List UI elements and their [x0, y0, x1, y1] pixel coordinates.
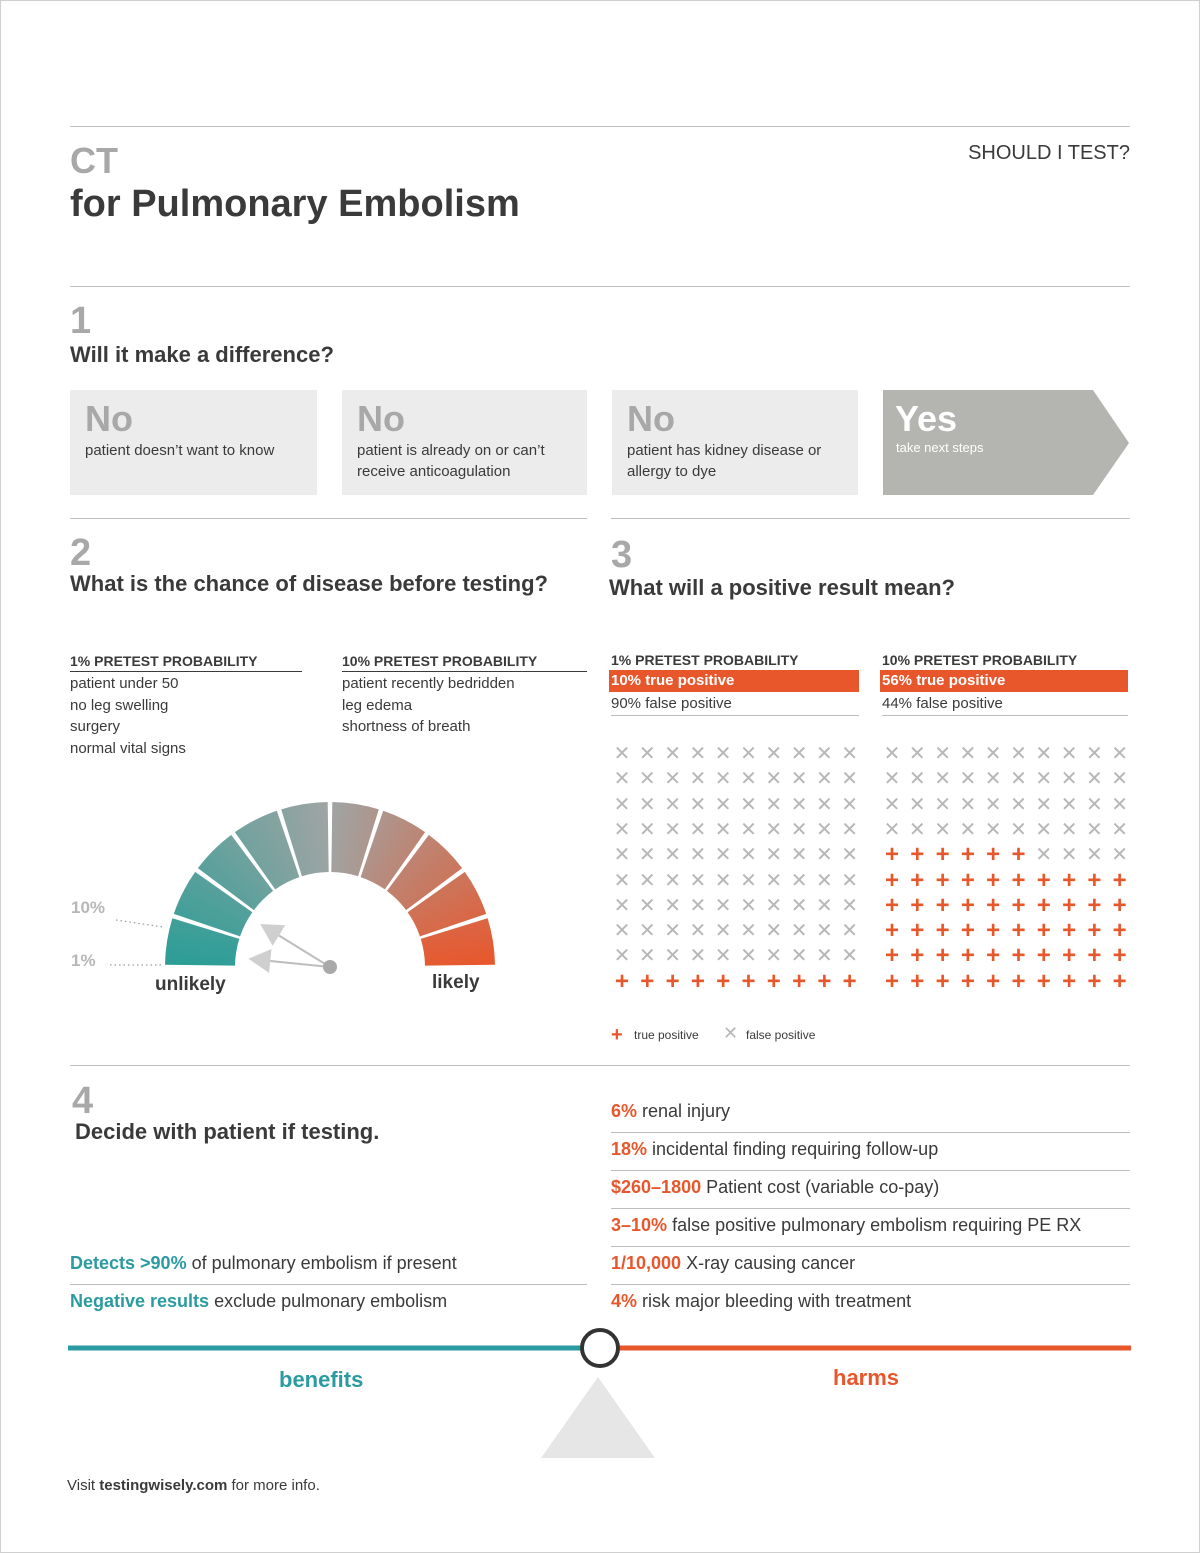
false-positive-icon: ✕: [790, 793, 808, 816]
false-positive-icon: ✕: [841, 743, 859, 765]
col1-item: no leg swelling: [70, 696, 169, 714]
true-positive-icon: +: [1112, 967, 1127, 995]
false-positive-icon: ✕: [664, 844, 681, 867]
false-positive-icon: ✕: [689, 920, 707, 943]
harm-stat: 6%: [611, 1101, 638, 1121]
false-positive-icon: ✕: [613, 818, 631, 841]
true-positive-icon: +: [960, 917, 975, 945]
harm-row: [611, 1172, 1130, 1209]
false-positive-icon: ✕: [714, 793, 732, 816]
false-positive-icon: ✕: [816, 818, 833, 841]
false-positive-icon: ✕: [790, 743, 808, 765]
harm-text: Patient cost (variable co-pay): [701, 1177, 940, 1197]
true-positive-icon: +: [935, 967, 950, 995]
false-positive-icon: ✕: [934, 818, 951, 841]
true-positive-icon: +: [986, 917, 1001, 945]
step3-col1-heading: 1% PRETEST PROBABILITY: [611, 652, 799, 668]
gauge-needle-10pct-head: [260, 924, 285, 946]
false-positive-icon: ✕: [613, 743, 631, 765]
step2-question: What is the chance of disease before testing?: [70, 571, 548, 596]
harm-text: renal injury: [637, 1101, 731, 1121]
false-positive-icon: ✕: [790, 894, 808, 917]
false-positive-icon: ✕: [883, 793, 901, 816]
true-positive-icon: +: [1036, 891, 1051, 919]
false-positive-icon: ✕: [689, 793, 707, 816]
benefit-stat: Negative results: [70, 1291, 210, 1311]
harm-text: X-ray causing cancer: [681, 1253, 856, 1273]
true-positive-icon: +: [986, 866, 1001, 894]
true-positive-icon: +: [716, 967, 731, 995]
true-positive-icon: +: [792, 967, 807, 995]
harm-text: false positive pulmonary embolism requiring PE RX: [667, 1215, 1082, 1235]
false-positive-icon: ✕: [984, 818, 1002, 841]
false-positive-icon: ✕: [765, 818, 783, 841]
false-positive-icon: ✕: [638, 945, 656, 968]
false-positive-icon: ✕: [664, 894, 681, 917]
balance-scale: [60, 1325, 1140, 1465]
true-positive-icon: +: [960, 967, 975, 995]
true-positive-icon: +: [1036, 917, 1051, 945]
leader-line-10: [116, 920, 163, 927]
footer: [67, 1477, 320, 1494]
option-2-answer: No: [357, 398, 405, 439]
false-positive-icon: ✕: [1010, 793, 1027, 816]
false-positive-icon: ✕: [984, 793, 1002, 816]
true-positive-icon: +: [884, 967, 899, 995]
option-4-text: take next steps: [896, 440, 984, 455]
harm-row: [611, 1096, 1130, 1133]
true-positive-icon: +: [910, 866, 925, 894]
false-positive-icon: ✕: [841, 920, 859, 943]
false-positive-icon: ✕: [1111, 768, 1129, 791]
true-positive-icon: +: [935, 917, 950, 945]
false-positive-icon: ✕: [841, 945, 859, 968]
true-positive-icon: +: [1112, 866, 1127, 894]
false-positive-icon: ✕: [984, 743, 1002, 765]
false-positive-icon: ✕: [883, 743, 901, 765]
icon-grid-10pct: [881, 743, 1131, 995]
step2-col1-heading: 1% PRETEST PROBABILITY: [70, 653, 302, 672]
false-positive-icon: ✕: [638, 768, 656, 791]
false-positive-icon: ✕: [638, 920, 656, 943]
true-positive-icon: +: [1036, 942, 1051, 970]
true-positive-icon: +: [741, 967, 756, 995]
footer-site-link[interactable]: testingwisely.com: [99, 1477, 228, 1494]
false-positive-icon: ✕: [816, 894, 833, 917]
harm-row: [611, 1134, 1130, 1171]
true-positive-icon: +: [1062, 891, 1077, 919]
false-positive-icon: ✕: [740, 920, 757, 943]
option-2-text: patient is already on or can’t receive anticoagulation: [357, 442, 545, 480]
step3-col2-heading: 10% PRETEST PROBABILITY: [882, 652, 1078, 668]
false-positive-icon: ✕: [613, 920, 631, 943]
false-positive-icon: ✕: [1035, 768, 1053, 791]
option-box-2: [342, 390, 587, 495]
gauge-needle-1pct-head: [248, 949, 271, 973]
false-positive-icon: ✕: [883, 818, 901, 841]
true-positive-icon: +: [960, 942, 975, 970]
false-positive-icon: ✕: [638, 793, 656, 816]
true-positive-icon: +: [614, 967, 629, 995]
footer-prefix: Visit: [67, 1477, 100, 1494]
true-positive-icon: +: [986, 841, 1001, 869]
true-positive-icon: +: [1011, 967, 1026, 995]
true-positive-icon: +: [884, 841, 899, 869]
false-positive-icon: ✕: [765, 793, 783, 816]
benefit-text: of pulmonary embolism if present: [186, 1253, 457, 1273]
false-positive-icon: ✕: [689, 844, 707, 867]
true-positive-icon: +: [1087, 866, 1102, 894]
false-positive-icon: ✕: [664, 920, 681, 943]
false-positive-icon: ✕: [934, 793, 951, 816]
true-positive-icon: +: [640, 967, 655, 995]
true-positive-icon: +: [884, 891, 899, 919]
false-positive-icon: ✕: [816, 768, 833, 791]
true-positive-icon: +: [1087, 917, 1102, 945]
false-positive-icon: ✕: [664, 818, 681, 841]
false-positive-icon: ✕: [765, 768, 783, 791]
false-positive-icon: ✕: [790, 768, 808, 791]
true-positive-icon: +: [1112, 942, 1127, 970]
step3-col1-true-label: 10% true positive: [609, 670, 859, 692]
section-rule-2b: [611, 518, 1130, 519]
step4-number: 4: [72, 1080, 94, 1122]
false-positive-icon: ✕: [638, 869, 656, 892]
true-positive-icon: +: [1036, 866, 1051, 894]
true-positive-icon: +: [1036, 967, 1051, 995]
col2-item: patient recently bedridden: [342, 675, 515, 692]
false-positive-icon: ✕: [790, 844, 808, 867]
false-positive-icon: ✕: [1010, 818, 1027, 841]
false-positive-icon: ✕: [1086, 768, 1103, 791]
false-positive-icon: ✕: [689, 768, 707, 791]
true-positive-icon: +: [1062, 917, 1077, 945]
col1-item: patient under 50: [70, 675, 179, 692]
true-positive-icon: +: [665, 967, 680, 995]
option-4-answer: Yes: [895, 398, 958, 439]
false-positive-icon: ✕: [790, 920, 808, 943]
false-positive-icon: ✕: [790, 818, 808, 841]
false-positive-icon: ✕: [841, 844, 859, 867]
false-positive-icon: ✕: [714, 894, 732, 917]
true-positive-icon: +: [910, 891, 925, 919]
false-positive-icon: ✕: [664, 793, 681, 816]
benefit-row: [70, 1286, 587, 1322]
false-positive-icon: ✕: [1035, 793, 1053, 816]
true-positive-icon: +: [766, 967, 781, 995]
true-positive-icon: +: [1112, 917, 1127, 945]
false-positive-icon: ✕: [984, 768, 1002, 791]
option-3-text: patient has kidney disease or allergy to dye: [627, 442, 822, 480]
gauge-label-10: 10%: [71, 898, 106, 917]
option-3-answer: No: [627, 398, 675, 439]
benefits-label: benefits: [279, 1367, 364, 1392]
step3-col1-false-label: 90% false positive: [611, 695, 859, 716]
true-positive-icon: +: [884, 942, 899, 970]
true-positive-icon: +: [960, 866, 975, 894]
true-positive-icon: +: [884, 917, 899, 945]
true-positive-icon: +: [910, 942, 925, 970]
false-positive-icon: ✕: [883, 768, 901, 791]
step1-question: Will it make a difference?: [70, 342, 334, 367]
false-positive-icon: ✕: [714, 768, 732, 791]
true-positive-icon: +: [935, 841, 950, 869]
false-positive-icon: ✕: [959, 768, 977, 791]
false-positive-icon: ✕: [613, 768, 631, 791]
false-positive-icon: ✕: [908, 768, 926, 791]
false-positive-icon: ✕: [1060, 844, 1078, 867]
step2-col1-list: [70, 673, 186, 759]
false-positive-icon: ✕: [740, 894, 757, 917]
col1-item: surgery: [70, 718, 121, 735]
true-positive-icon: +: [1011, 942, 1026, 970]
false-positive-icon: ✕: [790, 945, 808, 968]
false-positive-icon: ✕: [1086, 844, 1103, 867]
false-positive-icon: ✕: [841, 818, 859, 841]
false-positive-icon: ✕: [959, 793, 977, 816]
false-positive-icon: ✕: [613, 869, 631, 892]
title-ct: CT: [70, 140, 118, 181]
harms-label: harms: [833, 1365, 900, 1390]
true-positive-icon: +: [1087, 967, 1102, 995]
icon-grid-1pct: [611, 743, 861, 995]
true-positive-icon: +: [884, 866, 899, 894]
true-positive-icon: +: [986, 942, 1001, 970]
false-positive-icon: ✕: [959, 743, 977, 765]
benefit-stat: Detects >90%: [70, 1253, 187, 1273]
harm-text: risk major bleeding with treatment: [637, 1291, 912, 1311]
false-positive-icon: ✕: [714, 945, 732, 968]
false-positive-icon: ✕: [714, 818, 732, 841]
false-positive-icon: ✕: [638, 894, 656, 917]
false-positive-icon: ✕: [841, 869, 859, 892]
false-positive-icon: ✕: [1111, 743, 1129, 765]
legend-x-icon: ✕: [723, 1023, 739, 1043]
false-positive-icon: ✕: [714, 743, 732, 765]
false-positive-icon: ✕: [740, 945, 757, 968]
false-positive-icon: ✕: [1111, 844, 1129, 867]
false-positive-icon: ✕: [740, 743, 757, 765]
true-positive-icon: +: [690, 967, 705, 995]
false-positive-icon: ✕: [664, 945, 681, 968]
true-positive-icon: +: [935, 866, 950, 894]
false-positive-icon: ✕: [934, 768, 951, 791]
true-positive-icon: +: [1011, 866, 1026, 894]
false-positive-icon: ✕: [765, 945, 783, 968]
false-positive-icon: ✕: [613, 894, 631, 917]
gauge-unlikely-label: unlikely: [155, 974, 226, 995]
false-positive-icon: ✕: [613, 793, 631, 816]
benefit-text: exclude pulmonary embolism: [209, 1291, 448, 1311]
true-positive-icon: +: [935, 942, 950, 970]
false-positive-icon: ✕: [1035, 818, 1053, 841]
false-positive-icon: ✕: [664, 768, 681, 791]
false-positive-icon: ✕: [740, 869, 757, 892]
col2-item: leg edema: [342, 696, 413, 714]
false-positive-icon: ✕: [1060, 793, 1078, 816]
true-positive-icon: +: [910, 841, 925, 869]
false-positive-icon: ✕: [1111, 793, 1129, 816]
benefit-row: [70, 1248, 587, 1285]
true-positive-icon: +: [1062, 942, 1077, 970]
false-positive-icon: ✕: [790, 869, 808, 892]
harm-stat: 4%: [611, 1291, 638, 1311]
harm-row: [611, 1248, 1130, 1285]
true-positive-icon: +: [1011, 841, 1026, 869]
footer-suffix: for more info.: [227, 1477, 320, 1494]
true-positive-icon: +: [1062, 866, 1077, 894]
false-positive-icon: ✕: [959, 818, 977, 841]
section-rule-1: [70, 286, 1130, 287]
false-positive-icon: ✕: [689, 869, 707, 892]
should-i-test-tag: SHOULD I TEST?: [968, 142, 1130, 164]
false-positive-icon: ✕: [689, 945, 707, 968]
false-positive-icon: ✕: [1111, 818, 1129, 841]
false-positive-icon: ✕: [638, 844, 656, 867]
section-rule-4: [70, 1065, 1130, 1066]
true-positive-icon: +: [1087, 942, 1102, 970]
false-positive-icon: ✕: [664, 869, 681, 892]
false-positive-icon: ✕: [613, 945, 631, 968]
false-positive-icon: ✕: [740, 793, 757, 816]
true-positive-icon: +: [817, 967, 832, 995]
false-positive-icon: ✕: [1035, 844, 1053, 867]
true-positive-icon: +: [842, 967, 857, 995]
false-positive-icon: ✕: [638, 818, 656, 841]
step1-number: 1: [70, 300, 92, 342]
true-positive-icon: +: [910, 967, 925, 995]
false-positive-icon: ✕: [816, 920, 833, 943]
false-positive-icon: ✕: [1010, 743, 1027, 765]
false-positive-icon: ✕: [908, 818, 926, 841]
false-positive-icon: ✕: [816, 869, 833, 892]
legend-true-label: true positive: [634, 1028, 699, 1042]
false-positive-icon: ✕: [740, 844, 757, 867]
false-positive-icon: ✕: [908, 793, 926, 816]
false-positive-icon: ✕: [1086, 793, 1103, 816]
false-positive-icon: ✕: [613, 844, 631, 867]
true-positive-icon: +: [986, 967, 1001, 995]
legend-false-label: false positive: [746, 1028, 816, 1042]
step4-question: Decide with patient if testing.: [75, 1119, 380, 1144]
true-positive-icon: +: [1087, 891, 1102, 919]
false-positive-icon: ✕: [1060, 768, 1078, 791]
false-positive-icon: ✕: [1035, 743, 1053, 765]
true-positive-icon: +: [910, 917, 925, 945]
step3-question: What will a positive result mean?: [609, 575, 955, 600]
section-rule-2a: [70, 518, 587, 519]
false-positive-icon: ✕: [714, 869, 732, 892]
false-positive-icon: ✕: [816, 945, 833, 968]
harm-row: [611, 1286, 1130, 1322]
false-positive-icon: ✕: [841, 768, 859, 791]
gauge-hub: [323, 960, 337, 974]
true-positive-icon: +: [1062, 967, 1077, 995]
true-positive-icon: +: [1112, 891, 1127, 919]
false-positive-icon: ✕: [765, 743, 783, 765]
step2-number: 2: [70, 532, 92, 574]
false-positive-icon: ✕: [1086, 818, 1103, 841]
page-title: for Pulmonary Embolism: [70, 183, 520, 225]
false-positive-icon: ✕: [1060, 818, 1078, 841]
false-positive-icon: ✕: [908, 743, 926, 765]
header-rule: [70, 126, 1130, 127]
true-positive-icon: +: [1011, 917, 1026, 945]
col1-item: normal vital signs: [70, 739, 186, 757]
harm-stat: 18%: [611, 1139, 648, 1159]
true-positive-icon: +: [935, 891, 950, 919]
legend-plus-icon: +: [611, 1024, 623, 1046]
false-positive-icon: ✕: [1060, 743, 1078, 765]
step2-col2-heading: 10% PRETEST PROBABILITY: [342, 653, 587, 672]
false-positive-icon: ✕: [765, 920, 783, 943]
false-positive-icon: ✕: [714, 920, 732, 943]
true-positive-icon: +: [960, 841, 975, 869]
true-positive-icon: +: [986, 891, 1001, 919]
false-positive-icon: ✕: [765, 844, 783, 867]
false-positive-icon: ✕: [816, 844, 833, 867]
false-positive-icon: ✕: [664, 743, 681, 765]
false-positive-icon: ✕: [714, 844, 732, 867]
false-positive-icon: ✕: [841, 894, 859, 917]
harm-stat: 3–10%: [611, 1215, 668, 1235]
false-positive-icon: ✕: [765, 869, 783, 892]
option-box-1: [70, 390, 317, 495]
harm-stat: $260–1800: [611, 1177, 702, 1197]
false-positive-icon: ✕: [638, 743, 656, 765]
false-positive-icon: ✕: [689, 743, 707, 765]
option-1-text: patient doesn’t want to know: [85, 442, 275, 459]
false-positive-icon: ✕: [689, 818, 707, 841]
false-positive-icon: ✕: [740, 818, 757, 841]
gauge-likely-label: likely: [432, 972, 480, 993]
false-positive-icon: ✕: [816, 743, 833, 765]
fulcrum-pivot: [582, 1330, 618, 1366]
true-positive-icon: +: [1011, 891, 1026, 919]
false-positive-icon: ✕: [1086, 743, 1103, 765]
false-positive-icon: ✕: [765, 894, 783, 917]
harm-text: incidental finding requiring follow-up: [647, 1139, 939, 1159]
option-box-3: [612, 390, 858, 495]
step2-col2-list: [342, 673, 515, 738]
false-positive-icon: ✕: [1010, 768, 1027, 791]
false-positive-icon: ✕: [934, 743, 951, 765]
false-positive-icon: ✕: [689, 894, 707, 917]
false-positive-icon: ✕: [740, 768, 757, 791]
gauge-label-1: 1%: [71, 951, 96, 970]
fulcrum-triangle: [541, 1377, 655, 1458]
harm-stat: 1/10,000: [611, 1253, 682, 1273]
step3-col2-false-label: 44% false positive: [882, 695, 1128, 716]
col2-item: shortness of breath: [342, 718, 471, 735]
true-positive-icon: +: [960, 891, 975, 919]
step3-col2-true-label: 56% true positive: [880, 670, 1128, 692]
harm-row: [611, 1210, 1130, 1247]
false-positive-icon: ✕: [816, 793, 833, 816]
false-positive-icon: ✕: [841, 793, 859, 816]
option-1-answer: No: [85, 398, 133, 439]
step3-number: 3: [611, 534, 633, 576]
